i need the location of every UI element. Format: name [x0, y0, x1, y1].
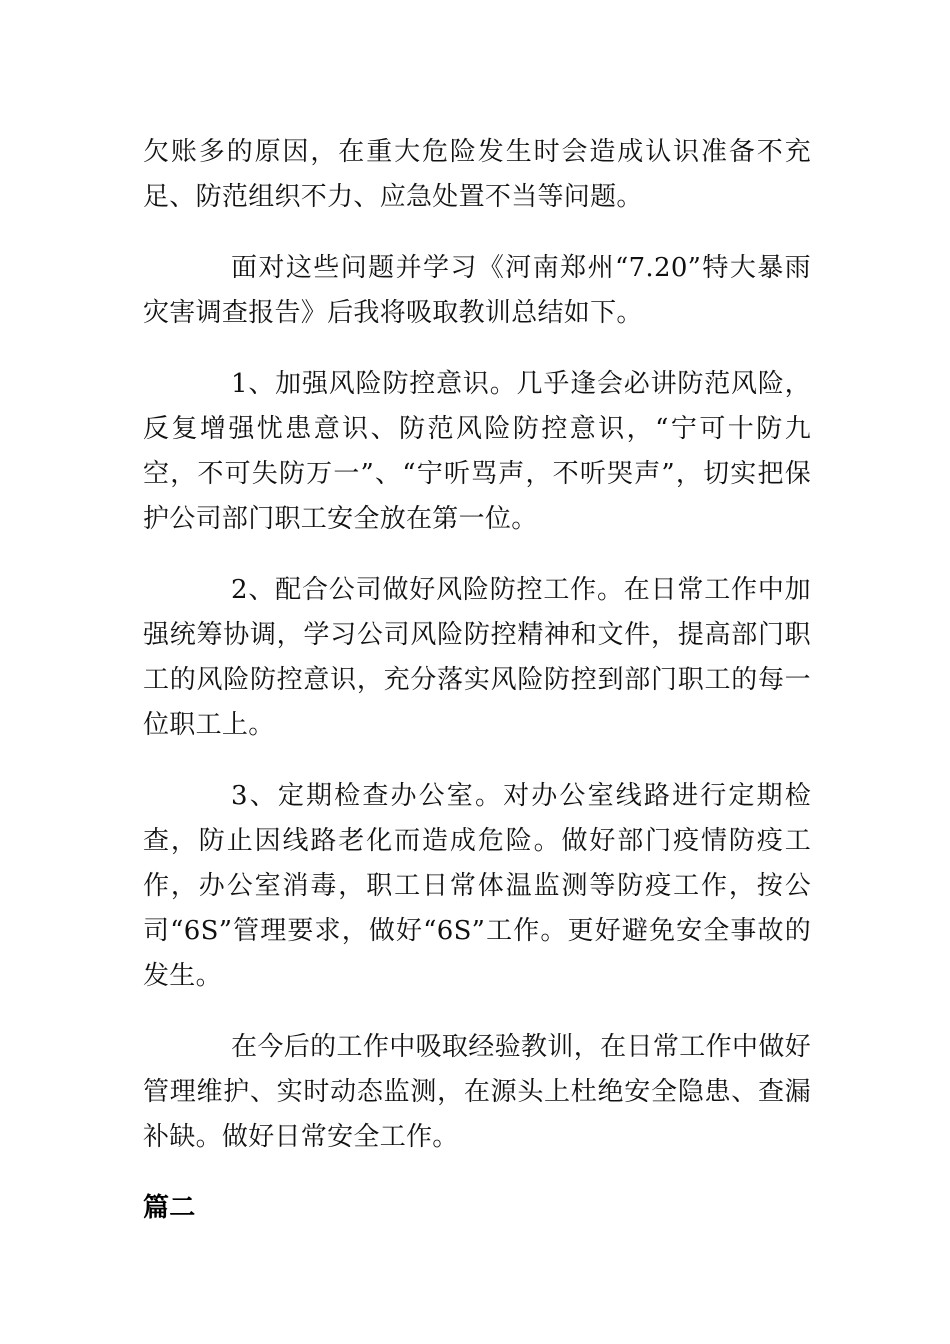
document-body: [143, 130, 811, 1231]
paragraph-item-1: 1、加强风险防控意识。几乎逢会必讲防范风险，反复增强忧患意识、防范风险防控意识，“宁可十防九空，不可失防万一”、“宁听骂声，不听哭声”，切实把保护公司部门职工安全放在第一位。: [143, 369, 811, 534]
paragraph-item-3: 3、定期检查办公室。对办公室线路进行定期检查，防止因线路老化而造成危险。做好部门疫情防疫工作，办公室消毒，职工日常体温监测等防疫工作，按公司“6S”管理要求，做好“6S”工作。更好避免安全事故的发生。: [143, 781, 811, 991]
paragraph-intro: 面对这些问题并学习《河南郑州“7.20”特大暴雨灾害调查报告》后我将吸取教训总结如下。: [143, 253, 811, 328]
paragraph-continued: 欠账多的原因，在重大危险发生时会造成认识准备不充足、防范组织不力、应急处置不当等问题。: [143, 137, 811, 212]
section-heading: 篇二: [143, 1193, 196, 1223]
paragraph-item-2: 2、配合公司做好风险防控工作。在日常工作中加强统筹协调，学习公司风险防控精神和文件，提高部门职工的风险防控意识，充分落实风险防控到部门职工的每一位职工上。: [143, 575, 811, 740]
paragraph-conclusion: 在今后的工作中吸取经验教训，在日常工作中做好管理维护、实时动态监测，在源头上杜绝安全隐患、查漏补缺。做好日常安全工作。: [143, 1032, 811, 1152]
